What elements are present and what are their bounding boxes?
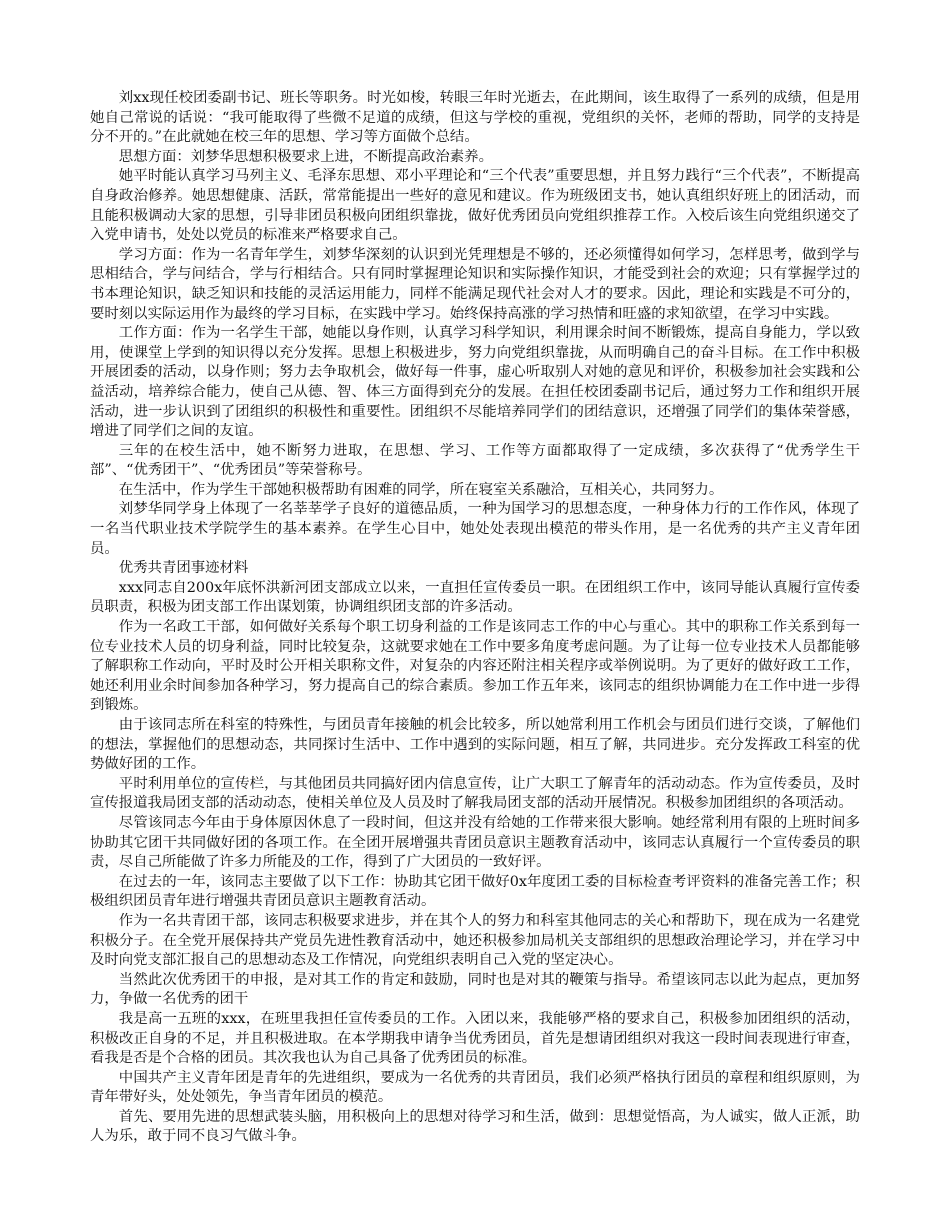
paragraph-4: 学习方面：作为一名青年学生，刘梦华深刻的认识到光凭理想是不够的，还必须懂得如何学习，怎样思考，做到学与思相结合，学与问结合，学与行相结合。只有同时掌握理论知识和实际操作知识，才能受到社会的欢迎；只有掌握学过的书本理论知识，缺乏知识和技能的灵活运用能力，同样不能满足现代社会对人才的要求。因此，理论和实践是不可分的，要时刻以实际运用作为最终的学习目标，在实践中学习。始终保持高涨的学习热情和旺盛的求知欲望，在学习中实践。 bbox=[90, 246, 860, 322]
paragraph-8: 刘梦华同学身上体现了一名莘莘学子良好的道德品质，一种为国学习的思想态度，一种身体力行的工作作风，体现了一名当代职业技术学院学生的基本素养。在学生心目中，她处处表现出模范的带头作用，是一名优秀的共产主义青年团员。 bbox=[90, 501, 860, 557]
paragraph-15: 在过去的一年，该同志主要做了以下工作：协助其它团干做好0x年度团工委的目标检查考评资料的准备完善工作；积极组织团员青年进行增强共青团员意识主题教育活动。 bbox=[90, 873, 860, 910]
paragraph-7: 在生活中，作为学生干部她积极帮助有困难的同学，所在寝室关系融洽，互相关心，共同努力。 bbox=[118, 481, 724, 498]
paragraph-3: 她平时能认真学习马列主义、毛泽东思想、邓小平理论和“三个代表”重要思想，并且努力践行“三个代表”，不断提高自身政治修养。她思想健康、活跃，常常能提出一些好的意见和建议。作为班级团支书，她认真组织好班上的团活动，而且能积极调动大家的思想，引导非团员积极向团组织靠拢，做好优秀团员向党组织推荐工作。入校后该生向党组织递交了入党申请书，处处以党员的标准来严格要求自己。 bbox=[90, 168, 860, 244]
paragraph-10: xxx同志自200x年底怀洪新河团支部成立以来，一直担任宣传委员一职。在团组织工作中，该同导能认真履行宣传委员职责，积极为团支部工作出谋划策，协调组织团支部的许多活动。 bbox=[90, 579, 860, 616]
paragraph-19: 中国共产主义青年团是青年的先进组织，要成为一名优秀的共青团员，我们必须严格执行团员的章程和组织原则，为青年带好头，处处领先，争当青年团员的模范。 bbox=[90, 1069, 860, 1106]
paragraph-14: 尽管该同志今年由于身体原因休息了一段时间，但这并没有给她的工作带来很大影响。她经常利用有限的上班时间多协助其它团干共同做好团的各项工作。在全团开展增强共青团员意识主题教育活动中，该同志认真履行一个宣传委员的职责，尽自己所能做了许多力所能及的工作，得到了广大团员的一致好评。 bbox=[90, 814, 860, 871]
paragraph-16: 作为一名共青团干部，该同志积极要求进步，并在其个人的努力和科室其他同志的关心和帮助下，现在成为一名建党积极分子。在全党开展保持共产党员先进性教育活动中，她还积极参加局机关支部组织的思想政治理论学习，并在学习中及时向党支部汇报自己的思想动态及工作情况，向党组织表明自己入党的坚定决心。 bbox=[90, 912, 860, 969]
paragraph-5: 工作方面：作为一名学生干部，她能以身作则，认真学习科学知识，利用课余时间不断锻炼，提高自身能力，学以致用，使课堂上学到的知识得以充分发挥。思想上积极进步，努力向党组织靠拢，从而明确自己的奋斗目标。在工作中积极开展团委的活动，以身作则；努力去争取机会，做好每一件事，虚心听取别人对她的意见和评价，积极参加社会实践和公益活动，培养综合能力，使自己从德、智、体三方面得到充分的发展。在担任校团委副书记后，通过努力工作和组织开展活动，进一步认识到了团组织的积极性和重要性。团组织不尽能培养同学们的团结意识，还增强了同学们的集体荣誉感，增进了同学们之间的友谊。 bbox=[90, 325, 860, 440]
paragraph-1: 刘xx现任校团委副书记、班长等职务。时光如梭，转眼三年时光逝去，在此期间，该生取得了一系列的成绩，但是用她自己常说的话说：“我可能取得了些微不足道的成绩，但这与学校的重视，党组织的关怀，老师的帮助，同学的支持是分不开的。”在此就她在校三年的思想、学习等方面做个总结。 bbox=[90, 90, 860, 146]
paragraph-20: 首先、要用先进的思想武装头脑，用积极向上的思想对待学习和生活，做到：思想觉悟高，为人诚实，做人正派，助人为乐，敢于同不良习气做斗争。 bbox=[90, 1108, 860, 1145]
paragraph-13: 平时利用单位的宣传栏，与其他团员共同搞好团内信息宣传，让广大职工了解青年的活动动态。作为宣传委员，及时宣传报道我局团支部的活动动态，使相关单位及人员及时了解我局团支部的活动开展情况。积极参加团组织的各项活动。 bbox=[90, 775, 860, 812]
paragraph-11: 作为一名政工干部，如何做好关系每个职工切身利益的工作是该同志工作的中心与重心。其中的职称工作关系到每一位专业技术人员的切身利益，同时比较复杂，这就要求她在工作中要多角度考虑问题。为了让每一位专业技术人员都能够了解职称工作动向，平时及时公开相关职称文件，对复杂的内容还附注相关程序或举例说明。为了更好的做好政工工作，她还利用业余时间参加各种学习，努力提高自己的综合素质。参加工作五年来，该同志的组织协调能力在工作中进一步得到锻炼。 bbox=[90, 619, 860, 714]
paragraph-18: 我是高一五班的xxx，在班里我担任宣传委员的工作。入团以来，我能够严格的要求自己，积极参加团组织的活动，积极改正自身的不足，并且积极进取。在本学期我申请争当优秀团员，首先是想请团组织对我这一段时间表现进行审查，看我是否是个合格的团员。其次我也认为自己具备了优秀团员的标准。 bbox=[90, 1010, 860, 1067]
paragraph-12: 由于该同志所在科室的特殊性，与团员青年接触的机会比较多，所以她常利用工作机会与团员们进行交谈，了解他们的想法，掌握他们的思想动态，共同探讨生活中、工作中遇到的实际问题，相互了解，共同进步。充分发挥政工科室的优势做好团的工作。 bbox=[90, 717, 860, 773]
paragraph-2: 思想方面：刘梦华思想积极要求上进，不断提高政治素养。 bbox=[118, 148, 493, 165]
paragraph-6: 三年的在校生活中，她不断努力进取，在思想、学习、工作等方面都取得了一定成绩，多次获得了“优秀学生干部”、“优秀团干”、“优秀团员”等荣誉称号。 bbox=[90, 442, 860, 479]
section-heading: 优秀共青团事迹材料 bbox=[118, 560, 249, 577]
document-body bbox=[90, 89, 860, 1147]
paragraph-17: 当然此次优秀团干的申报，是对其工作的肯定和鼓励，同时也是对其的鞭策与指导。希望该同志以此为起点，更加努力，争做一名优秀的团干 bbox=[90, 971, 860, 1008]
